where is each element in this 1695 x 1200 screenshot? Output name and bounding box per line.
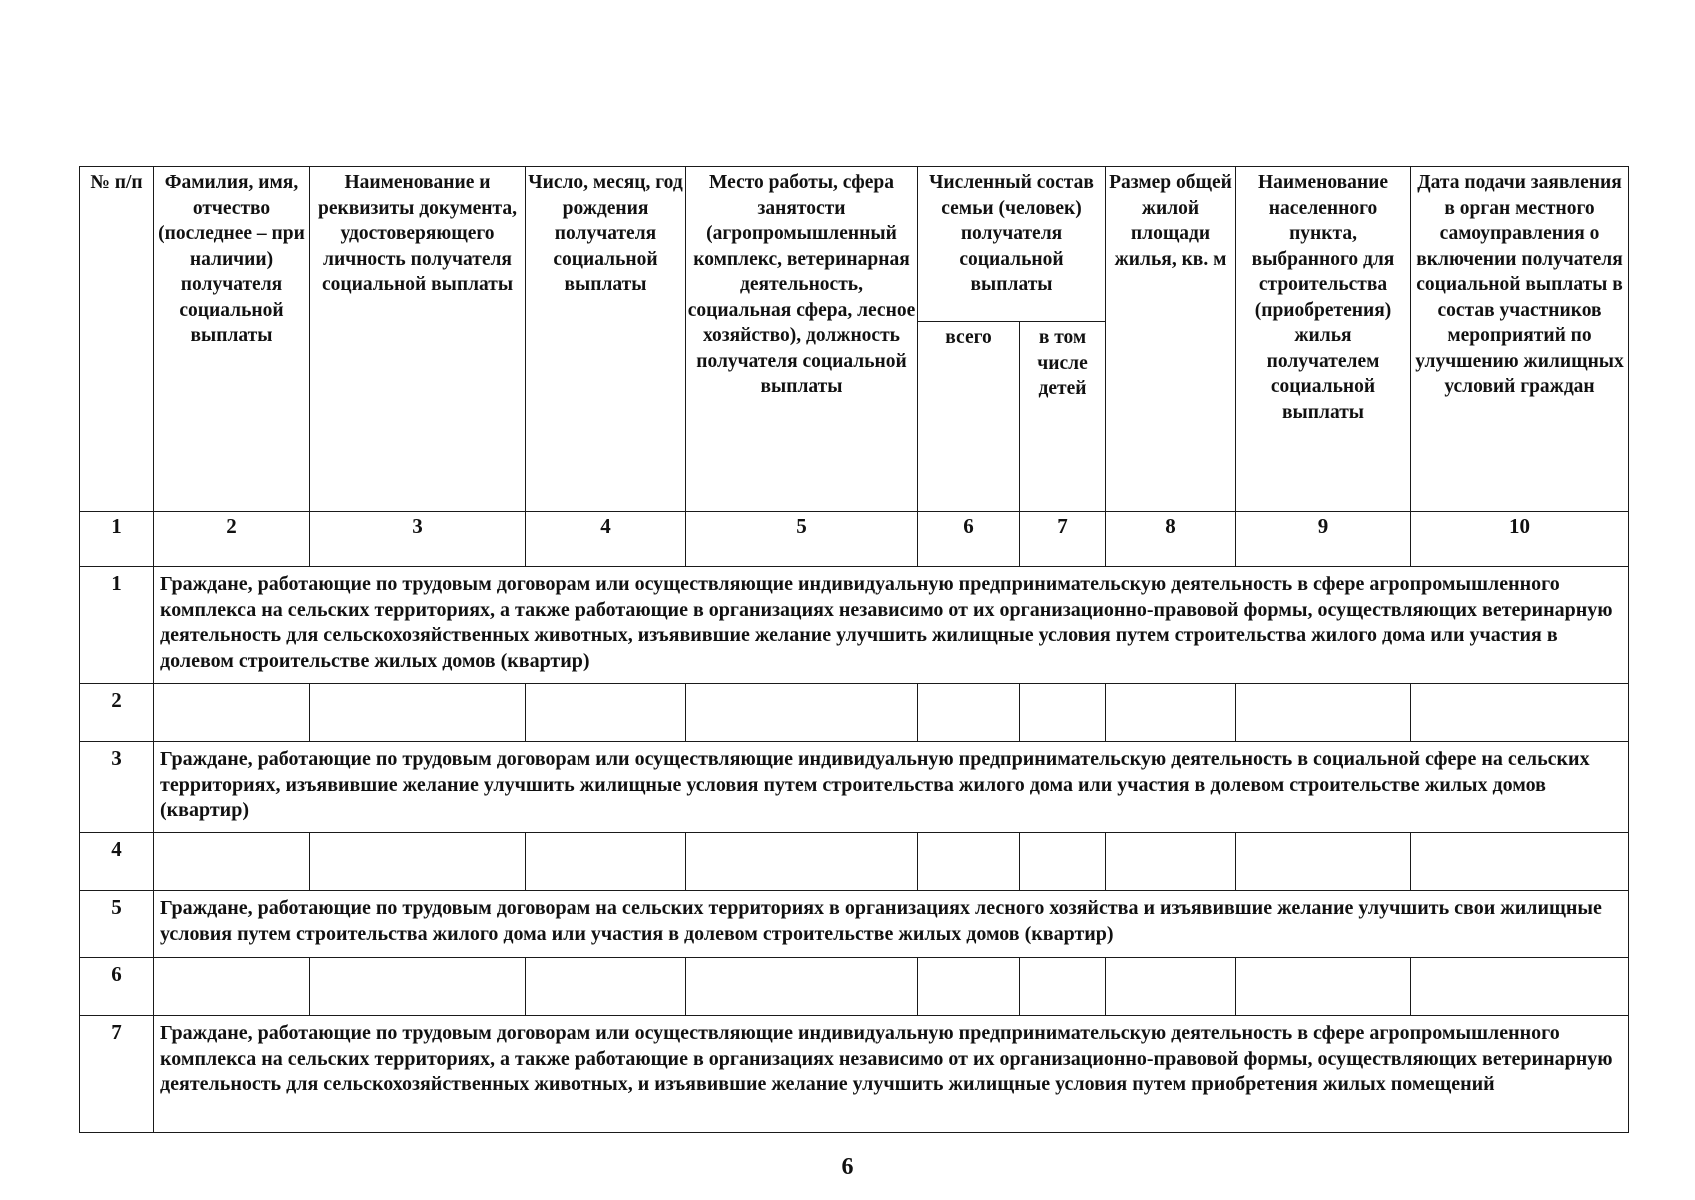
- table-cell: [1411, 958, 1629, 1016]
- table-cell: [1236, 833, 1411, 891]
- header-col-number: № п/п: [80, 167, 154, 512]
- table-cell: [918, 684, 1020, 742]
- header-col-id-document: Наименование и реквизиты документа, удостоверяющего личность получателя социальной выплаты: [310, 167, 526, 512]
- table-cell: [1236, 684, 1411, 742]
- beneficiary-register-table: [79, 166, 1629, 1133]
- table-cell: [526, 833, 686, 891]
- table-cell: [1106, 958, 1236, 1016]
- page-number: 6: [841, 1154, 854, 1180]
- column-number: 8: [1106, 512, 1236, 567]
- table-cell: [686, 958, 918, 1016]
- table-cell: [918, 833, 1020, 891]
- table-cell: [1020, 958, 1106, 1016]
- table-cell: [154, 833, 310, 891]
- column-number: 1: [80, 512, 154, 567]
- header-col-application-date: Дата подачи заявления в орган местного самоуправления о включении получателя социальной выплаты в состав участников мероприятий по улучшению жилищных условий граждан: [1411, 167, 1629, 512]
- table-cell: [154, 684, 310, 742]
- table-cell: [1020, 684, 1106, 742]
- table-cell: [526, 958, 686, 1016]
- table-cell: [310, 684, 526, 742]
- row-number: 5: [80, 891, 154, 958]
- column-number: 9: [1236, 512, 1411, 567]
- section-description: Граждане, работающие по трудовым договорам или осуществляющие индивидуальную предпринимательскую деятельность в сфере агропромышленного комплекса на сельских территориях, а также работающие в организациях независимо от их организационно-правовой формы, осуществляющих ветеринарную деятельность для сельскохозяйственных животных, и изъявившие желание улучшить жилищные условия путем приобретения жилых помещений: [154, 1016, 1629, 1133]
- row-number: 4: [80, 833, 154, 891]
- table-cell: [918, 958, 1020, 1016]
- section-description: Граждане, работающие по трудовым договорам на сельских территориях в организациях лесного хозяйства и изъявившие желание улучшить свои жилищные условия путем строительства жилого дома или участия в долевом строительстве жилых домов (квартир): [154, 891, 1629, 958]
- header-col-living-area: Размер общей жилой площади жилья, кв. м: [1106, 167, 1236, 512]
- table-cell: [1106, 684, 1236, 742]
- section-row: [80, 567, 1629, 684]
- row-number: 3: [80, 742, 154, 833]
- table-header-row: [80, 167, 1629, 322]
- row-number: 1: [80, 567, 154, 684]
- table-cell: [1236, 958, 1411, 1016]
- row-number: 7: [80, 1016, 154, 1133]
- table-cell: [526, 684, 686, 742]
- row-number: 6: [80, 958, 154, 1016]
- table-row: [80, 833, 1629, 891]
- section-description: Граждане, работающие по трудовым договорам или осуществляющие индивидуальную предпринимательскую деятельность в сфере агропромышленного комплекса на сельских территориях, а также работающие в организациях независимо от их организационно-правовой формы, осуществляющих ветеринарную деятельность для сельскохозяйственных животных, изъявившие желание улучшить жилищные условия путем строительства жилого дома или участия в долевом строительстве жилых домов (квартир): [154, 567, 1629, 684]
- header-col-birth-date: Число, месяц, год рождения получателя социальной выплаты: [526, 167, 686, 512]
- header-col-family-total: всего: [918, 322, 1020, 512]
- section-row: [80, 1016, 1629, 1133]
- column-number: 2: [154, 512, 310, 567]
- table-cell: [310, 958, 526, 1016]
- header-col-family-children: в том числе детей: [1020, 322, 1106, 512]
- table-cell: [1411, 684, 1629, 742]
- header-col-full-name: Фамилия, имя, отчество (последнее – при наличии) получателя социальной выплаты: [154, 167, 310, 512]
- table-cell: [1411, 833, 1629, 891]
- column-number: 5: [686, 512, 918, 567]
- column-number: 10: [1411, 512, 1629, 567]
- table-cell: [1106, 833, 1236, 891]
- row-number: 2: [80, 684, 154, 742]
- column-number: 4: [526, 512, 686, 567]
- column-number: 6: [918, 512, 1020, 567]
- table-cell: [310, 833, 526, 891]
- table-cell: [686, 833, 918, 891]
- section-row: [80, 891, 1629, 958]
- section-description: Граждане, работающие по трудовым договорам или осуществляющие индивидуальную предпринимательскую деятельность в социальной сфере на сельских территориях, изъявившие желание улучшить жилищные условия путем строительства жилого дома или участия в долевом строительстве жилых домов (квартир): [154, 742, 1629, 833]
- column-numbers-row: [80, 512, 1629, 567]
- section-row: [80, 742, 1629, 833]
- table-cell: [1020, 833, 1106, 891]
- table-row: [80, 684, 1629, 742]
- header-col-workplace: Место работы, сфера занятости (агропромышленный комплекс, ветеринарная деятельность, социальная сфера, лесное хозяйство), должность получателя социальной выплаты: [686, 167, 918, 512]
- table-cell: [154, 958, 310, 1016]
- table-row: [80, 958, 1629, 1016]
- column-number: 7: [1020, 512, 1106, 567]
- column-number: 3: [310, 512, 526, 567]
- header-col-settlement: Наименование населенного пункта, выбранного для строительства (приобретения) жилья получателем социальной выплаты: [1236, 167, 1411, 512]
- header-col-family-size: Численный состав семьи (человек) получателя социальной выплаты: [918, 167, 1106, 322]
- table-cell: [686, 684, 918, 742]
